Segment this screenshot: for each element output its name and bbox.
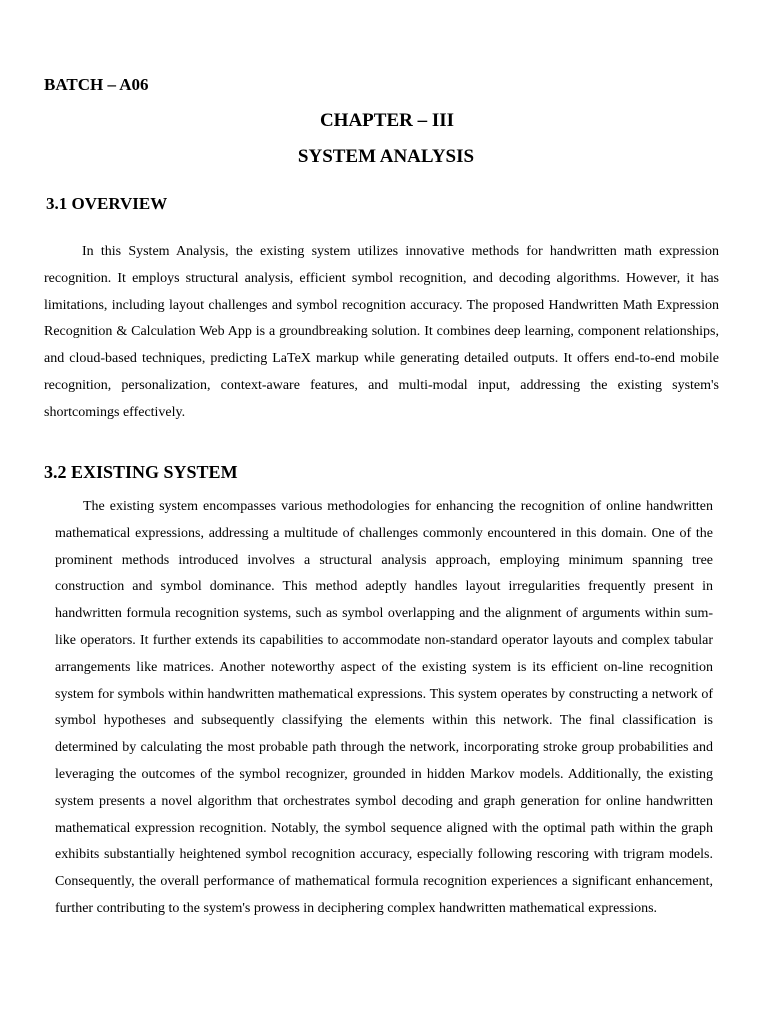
section-heading-existing-system: 3.2 EXISTING SYSTEM [44,462,238,482]
batch-label: BATCH – A06 [44,75,149,94]
section-heading-overview: 3.1 OVERVIEW [46,194,168,213]
chapter-number: CHAPTER – III [319,110,455,131]
section-body-overview: In this System Analysis, the existing system utilizes innovative methods for handwritten math expression recognition. It employs structural analysis, efficient symbol recognition, and decoding algorithms. However, it has limitations, including layout challenges and symbol recognition accuracy. The proposed Handwritten Math Expression Recognition & Calculation Web App is a groundbreaking solution. It combines deep learning, component relationships, and cloud-based techniques, predicting LaTeX markup while generating detailed outputs. It offers end-to-end mobile recognition, personalization, context-aware features, and multi-modal input, addressing the existing system's shortcomings effectively. [44,244,719,420]
chapter-title: SYSTEM ANALYSIS [297,146,475,167]
section-body-existing-system: The existing system encompasses various methodologies for enhancing the recognition of online handwritten mathematical expressions, addressing a multitude of challenges commonly encountered in this domain. One of the prominent methods introduced involves a structural analysis approach, employing minimum spanning tree construction and symbol dominance. This method adeptly handles layout irregularities frequently present in handwritten formula recognition systems, such as symbol overlapping and the alignment of arguments within sum-like operators. It further extends its capabilities to accommodate non-standard operator layouts and complex tabular arrangements like matrices. Another noteworthy aspect of the existing system is its efficient on-line recognition system for symbols within handwritten mathematical expressions. This system operates by constructing a network of symbol hypotheses and subsequently classifying the elements within this network. The final classification is determined by calculating the most probable path through the network, incorporating stroke group probabilities and leveraging the outcomes of the symbol recognizer, grounded in hidden Markov models. Additionally, the existing system presents a novel algorithm that orchestrates symbol decoding and graph generation for online handwritten mathematical expression recognition. Notably, the symbol sequence aligned with the optimal path within the graph exhibits substantially heightened symbol recognition accuracy, especially following rescoring with trigram models. Consequently, the overall performance of mathematical formula recognition experiences a significant enhancement, further contributing to the system's prowess in deciphering complex handwritten mathematical expressions. [55,499,713,916]
